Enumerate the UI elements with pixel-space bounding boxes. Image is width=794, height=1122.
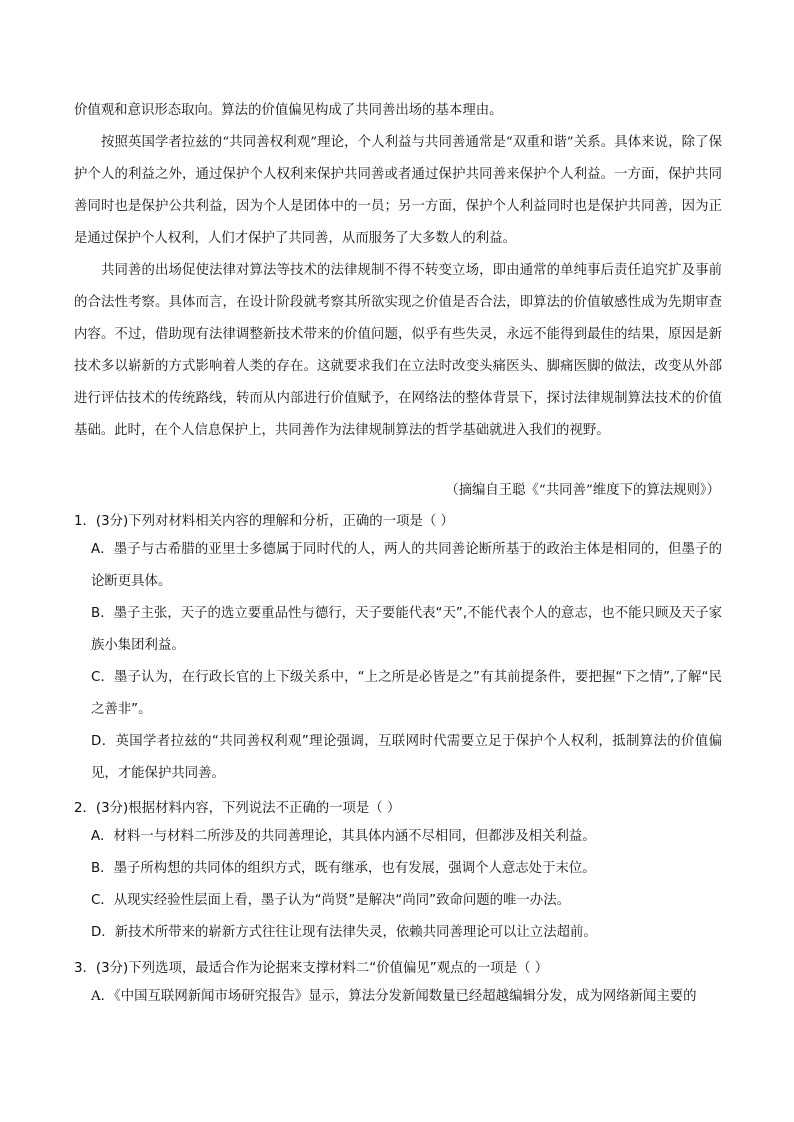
option-d[interactable]: D．新技术所带来的崭新方式往往让现有法律失灵，依赖共同善理论可以让立法超前。 [91, 925, 597, 940]
passage-paragraph-3: 共同善的出场促使法律对算法等技术的法律规制不得不转变立场，即由通常的单纯事后责任追究扩及事前的合法性考察。具体而言，在设计阶段就考察其所欲实现之价值是否合法，即算法的价值敏感性成为先期审查内容。不过，借助现有法律调整新技术带来的价值问题，似乎有些失灵，永远不能得到最佳的结果，原因是新技术多以崭新的方式影响着人类的存在。这就要求我们在立法时改变头痛医头、脚痛医脚的做法，改变从外部进行评估技术的传统路线，转而从内部进行价值赋予，在网络法的整体背景下，探讨法律规制算法技术的价值基础。此时，在个人信息保护上，共同善作为法律规制算法的哲学基础就进入我们的视野。 [74, 263, 722, 438]
option-d[interactable]: D．英国学者拉兹的“共同善权利观”理论强调，互联网时代需要立足于保护个人权利，抵制算法的价值偏见，才能保护共同善。 [91, 734, 722, 781]
question-stem: 1．(3分)下列对材料相关内容的理解和分析，正确的一项是（ ） [74, 514, 454, 529]
option-b[interactable]: B．墨子主张，天子的选立要重品性与德行，天子要能代表“天”,不能代表个人的意志，也不能只顾及天子家族小集团利益。 [91, 606, 722, 653]
option-b[interactable]: B．墨子所构想的共同体的组织方式，既有继承，也有发展，强调个人意志处于末位。 [91, 861, 596, 876]
option-c[interactable]: C．从现实经验性层面上看，墨子认为“尚贤”是解决“尚同”致命问题的唯一办法。 [91, 893, 570, 908]
question-1 [74, 510, 722, 790]
question-stem: 2．(3分)根据材料内容，下列说法不正确的一项是（ ） [74, 801, 401, 816]
passage-paragraph-2: 按照英国学者拉兹的“共同善权利观”理论，个人利益与共同善通常是“双重和谐”关系。具体来说，除了保护个人的利益之外，通过保护个人权利来保护共同善或者通过保护共同善来保护个人利益。一方面，保护共同善同时也是保护公共利益，因为个人是团体中的一员；另一方面，保护个人利益同时也是保护共同善，因为正是通过保护个人权利，人们才保护了共同善，从而服务了大多数人的利益。 [74, 135, 722, 246]
option-a[interactable]: A．墨子与古希腊的亚里士多德属于同时代的人，两人的共同善论断所基于的政治主体是相同的，但墨子的论断更具体。 [91, 542, 722, 589]
option-a[interactable]: A．材料一与材料二所涉及的共同善理论，其具体内涵不尽相同，但都涉及相关利益。 [91, 829, 596, 844]
question-2 [74, 797, 722, 949]
option-c[interactable]: C．墨子认为，在行政长官的上下级关系中，“上之所是必皆是之”有其前提条件，要把握“下之情”,了解“民之善非”。 [91, 670, 722, 717]
passage-source-citation: （摘编自王聪《“共同善”维度下的算法规则》） [445, 483, 720, 498]
passage-paragraph-1: 价值观和意识形态取向。算法的价值偏见构成了共同善出场的基本理由。 [74, 103, 503, 118]
question-stem: 3．(3分)下列选项，最适合作为论据来支撑材料二“价值偏见”观点的一项是（ ） [74, 961, 549, 976]
question-3 [74, 957, 722, 1013]
option-a[interactable]: A．《中国互联网新闻市场研究报告》显示，算法分发新闻数量已经超越编辑分发，成为网络新闻主要的 [91, 989, 697, 1004]
